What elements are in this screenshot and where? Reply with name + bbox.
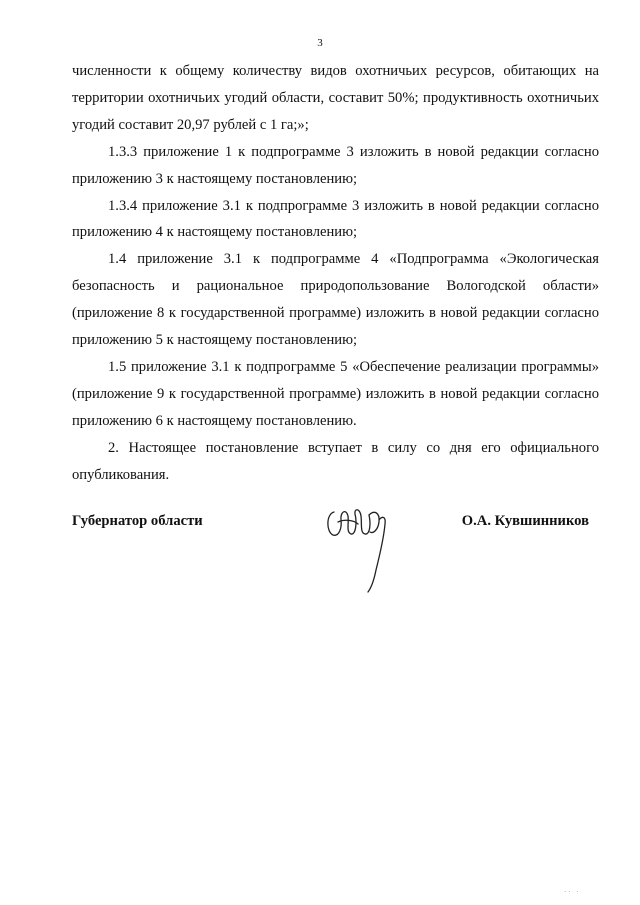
document-body xyxy=(72,58,599,489)
paragraph-continuation: численности к общему количеству видов охотничьих ресурсов, обитающих на территории охотничьих угодий области, составит 50%; продуктивность охотничьих угодий составит 20,97 рублей с 1 га;»; xyxy=(72,63,599,133)
handwritten-signature xyxy=(324,502,396,598)
paragraph-1-4: 1.4 приложение 3.1 к подпрограмме 4 «Подпрограмма «Экологическая безопасность и рациональное природопользование Вологодской области» (приложение 8 к государственной программе) изложить в новой редакции согласно приложению 5 к настоящему постановлению; xyxy=(72,251,599,349)
paragraph-1-3-4: 1.3.4 приложение 3.1 к подпрограмме 3 изложить в новой редакции согласно приложению 4 к настоящему постановлению; xyxy=(72,197,599,241)
signatory-title: Губернатор области xyxy=(72,513,203,529)
page-number: 3 xyxy=(317,37,323,49)
signatory-name: О.А. Кувшинников xyxy=(461,513,589,529)
signature-block xyxy=(72,508,599,608)
paragraph-1-5: 1.5 приложение 3.1 к подпрограмме 5 «Обеспечение реализации программы» (приложение 9 к государственной программе) изложить в новой редакции согласно приложению 6 к настоящему постановлению. xyxy=(72,358,599,429)
scan-footer-mark: ·· · xyxy=(564,888,581,896)
paragraph-2: 2. Настоящее постановление вступает в силу со дня его официального опубликования. xyxy=(72,439,599,483)
paragraph-1-3-3: 1.3.3 приложение 1 к подпрограмме 3 изложить в новой редакции согласно приложению 3 к настоящему постановлению; xyxy=(72,143,599,187)
